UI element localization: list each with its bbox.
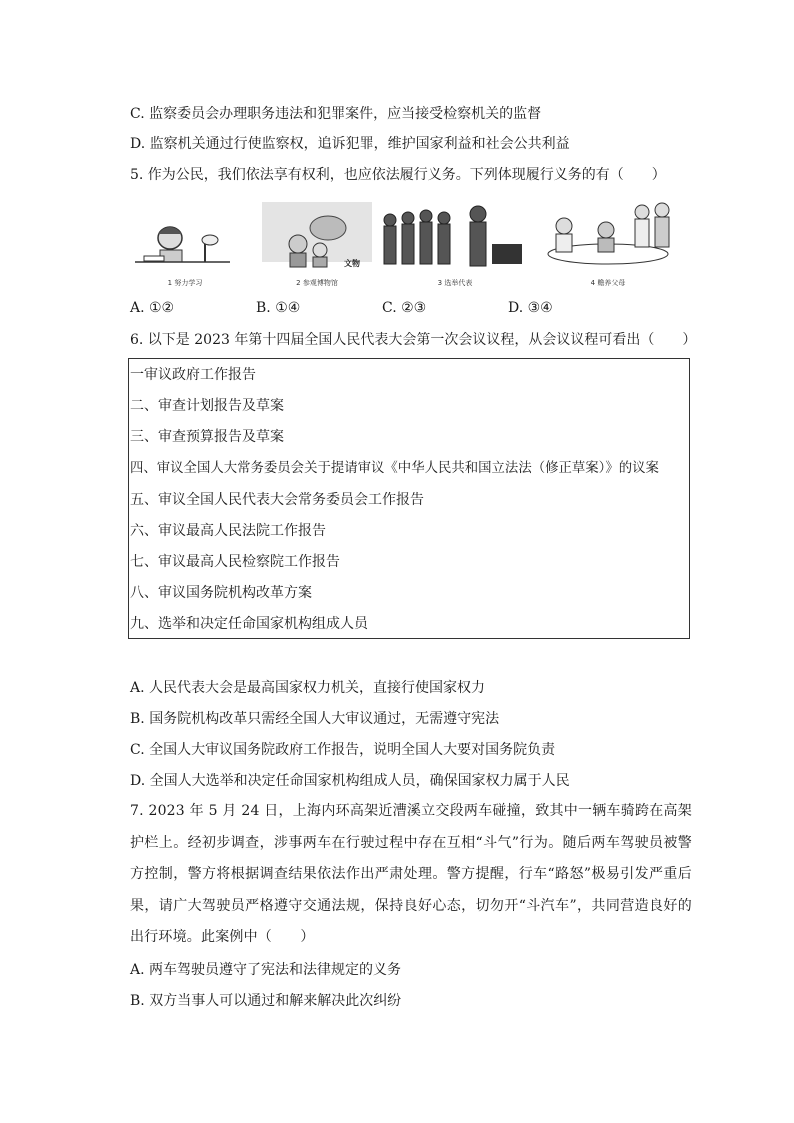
q6-stem: 6. 以下是 2023 年第十四届全国人民代表大会第一次会议议程，从会议议程可看出（ ） bbox=[130, 332, 697, 348]
agenda-item: 八、审议国务院机构改革方案 bbox=[130, 585, 312, 601]
q6-option-b: B. 国务院机构改革只需经全国人大审议通过，无需遵守宪法 bbox=[130, 711, 500, 727]
q5-image-1-caption: 1 努力学习 bbox=[167, 279, 203, 287]
agenda-item: 七、审议最高人民检察院工作报告 bbox=[130, 554, 340, 570]
q7-option-a: A. 两车驾驶员遵守了宪法和法律规定的义务 bbox=[130, 962, 402, 978]
q5-image-strip bbox=[130, 198, 678, 290]
q6-option-c: C. 全国人大审议国务院政府工作报告，说明全国人大要对国务院负责 bbox=[130, 742, 556, 758]
q4-option-c: C. 监察委员会办理职务违法和犯罪案件，应当接受检察机关的监督 bbox=[130, 106, 542, 122]
q6-agenda-box bbox=[128, 358, 690, 639]
q5-options bbox=[130, 300, 690, 320]
q5-option-d: D. ③④ bbox=[508, 300, 553, 316]
studying-child-icon bbox=[130, 198, 240, 290]
q5-image-3-caption: 3 选举代表 bbox=[437, 279, 473, 287]
q5-option-c: C. ②③ bbox=[382, 300, 427, 316]
q4-option-d: D. 监察机关通过行使监察权，追诉犯罪，维护国家利益和社会公共利益 bbox=[130, 136, 570, 152]
agenda-item: 二、审查计划报告及草案 bbox=[130, 398, 284, 414]
q5-option-a: A. ①② bbox=[130, 300, 175, 316]
artifact-label: 文物 bbox=[344, 258, 360, 268]
agenda-item: 四、审议全国人大常务委员会关于提请审议《中华人民共和国立法法（修正草案）》的议案 bbox=[130, 461, 659, 476]
q6-option-d: D. 全国人大选举和决定任命国家机构组成人员，确保国家权力属于人民 bbox=[130, 773, 570, 789]
agenda-item: 三、审查预算报告及草案 bbox=[130, 429, 284, 445]
q5-image-4-caption: 4 赡养父母 bbox=[590, 279, 626, 287]
agenda-item: 九、选举和决定任命国家机构组成人员 bbox=[130, 616, 368, 632]
q7-stem: 7. 2023 年 5 月 24 日，上海内环高架近漕溪立交段两车碰撞，致其中一辆车骑跨在高架护栏上。经初步调查，涉事两车在行驶过程中存在互相“斗气”行为。随后两车驾驶员被警方控制，警方将根据调查结果依法作出严肃处理。警方提醒，行车“路怒”极易引发严重后果，请广大驾驶员严格遵守交通法规，保持良好心态，切勿开“斗汽车”，共同营造良好的出行环境。此案例中（ ） bbox=[130, 803, 692, 945]
q5-option-b: B. ①④ bbox=[256, 300, 301, 316]
q5-stem: 5. 作为公民，我们依法享有权利，也应依法履行义务。下列体现履行义务的有（ ） bbox=[130, 167, 666, 183]
agenda-item: 五、审议全国人民代表大会常务委员会工作报告 bbox=[130, 492, 424, 508]
q7-option-b: B. 双方当事人可以通过和解来解决此次纠纷 bbox=[130, 993, 402, 1009]
caring-parents-icon bbox=[538, 198, 678, 290]
museum-visit-icon bbox=[258, 198, 376, 290]
agenda-item: 六、审议最高人民法院工作报告 bbox=[130, 523, 326, 539]
q5-image-2-caption: 2 参观博物馆 bbox=[296, 279, 338, 287]
agenda-item: 一审议政府工作报告 bbox=[130, 367, 256, 383]
voting-icon bbox=[380, 198, 530, 290]
q6-option-a: A. 人民代表大会是最高国家权力机关，直接行使国家权力 bbox=[130, 680, 486, 696]
